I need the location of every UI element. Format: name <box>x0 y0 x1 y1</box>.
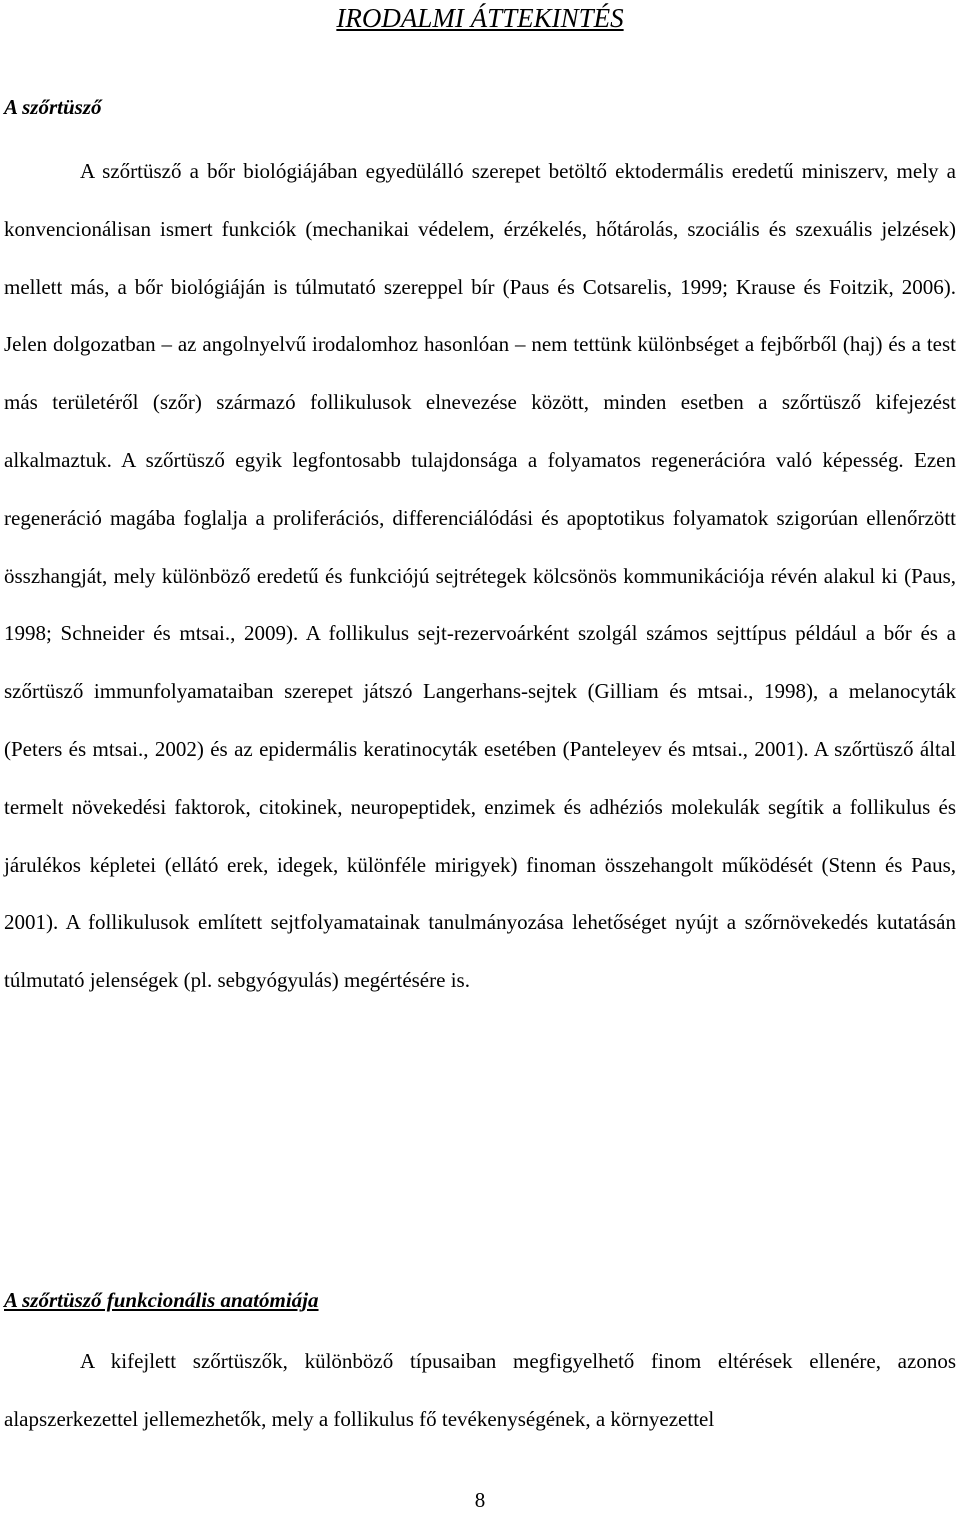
page-number: 8 <box>474 1488 486 1512</box>
section-heading-functional-anatomy: A szőrtüsző funkcionális anatómiája <box>4 1288 319 1312</box>
page-title: IRODALMI ÁTTEKINTÉS <box>336 3 624 33</box>
paragraph-hair-follicle: A szőrtüsző a bőr biológiájában egyedülálló szerepet betöltő ektodermális eredetű miniszerv, mely a konvencionálisan ismert funkciók (mechanikai védelem, érzékelés, hőtárolás, szociális és szexuális jelzések) mellett más, a bőr biológiáján is túlmutató szereppel bír (Paus és Cotsarelis, 1999; Krause és Foitzik, 2006). Jelen dolgozatban – az angolnyelvű irodalomhoz hasonlóan – nem tettünk különbséget a fejbőrből (haj) és a test más területéről (szőr) származó follikulusok elnevezése között, minden esetben a szőrtüsző kifejezést alkalmaztuk. A szőrtüsző egyik legfontosabb tulajdonsága a folyamatos regenerációra való képesség. Ezen regeneráció magába foglalja a proliferációs, differenciálódási és apoptotikus folyamatok szigorúan ellenőrzött összhangját, mely különböző eredetű és funkciójú sejtrétegek kölcsönös kommunikációja révén alakul ki (Paus, 1998; Schneider és mtsai., 2009). A follikulus sejt-rezervoárként szolgál számos sejttípus például a bőr és a szőrtüsző immunfolyamataiban szerepet játszó Langerhans-sejtek (Gilliam és mtsai., 1998), a melanocyták (Peters és mtsai., 2002) és az epidermális keratinocyták esetében (Panteleyev és mtsai., 2001). A szőrtüsző által termelt növekedési faktorok, citokinek, neuropeptidek, enzimek és adhéziós molekulák segítik a follikulus és járulékos képletei (ellátó erek, idegek, különféle mirigyek) finoman összehangolt működését (Stenn és Paus, 2001). A follikulusok említett sejtfolyamatainak tanulmányozása lehetőséget nyújt a szőrnövekedés kutatásán túlmutató jelenségek (pl. sebgyógyulás) megértésére is. <box>4 159 956 993</box>
section-heading-hair-follicle: A szőrtüsző <box>4 95 102 119</box>
paragraph-functional-anatomy: A kifejlett szőrtüszők, különböző típusaiban megfigyelhető finom eltérések ellenére, azonos alapszerkezettel jellemezhetők, mely a follikulus fő tevékenységének, a környezettel <box>4 1349 956 1431</box>
